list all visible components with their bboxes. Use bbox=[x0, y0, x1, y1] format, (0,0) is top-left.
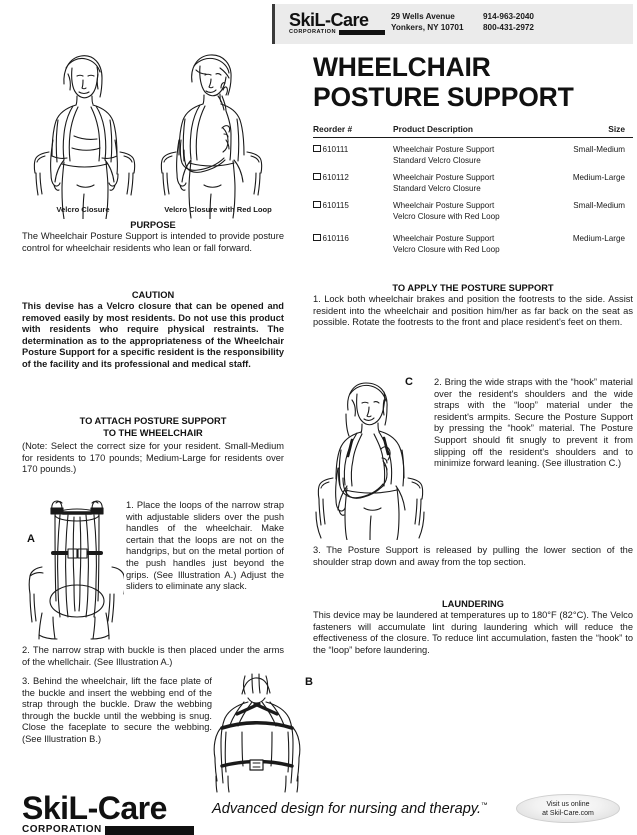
company-logo-name: SkiL-Care bbox=[289, 10, 369, 30]
figure-caption-velcro-closure: Velcro Closure bbox=[56, 205, 110, 214]
attach-heading-line-1: TO ATTACH POSTURE SUPPORT bbox=[79, 416, 227, 426]
product-description-line-1: Wheelchair Posture Support bbox=[393, 234, 495, 243]
company-phone-numbers bbox=[483, 12, 534, 33]
attach-step-3: 3. Behind the wheelchair, lift the face plate of the buckle and insert the webbing end of the strap through the buckle. Draw the webbing through the buckle until the webbing is snug. Close the faceplate to secure the webbing. (See Illustration B.) bbox=[22, 676, 212, 744]
reorder-number: 610116 bbox=[322, 234, 349, 243]
column-header-reorder: Reorder # bbox=[313, 124, 393, 138]
attach-step-2: 2. The narrow strap with buckle is then placed under the arms of the whellchair. (See Illustration A.) bbox=[22, 645, 284, 667]
section-apply-posture-support bbox=[313, 282, 633, 329]
illustration-label-b: B bbox=[305, 676, 313, 688]
illustration-label-a: A bbox=[27, 533, 35, 545]
column-header-size: Size bbox=[558, 124, 633, 138]
product-table bbox=[313, 124, 633, 255]
product-size: Medium-Large bbox=[572, 173, 625, 182]
checkbox-reorder[interactable] bbox=[313, 173, 321, 181]
caution-text: This devise has a Velcro closure that can be opened and removed easily by most residents. Do not use this product with residents who require physical restraints. The determination as to the appropriateness of the Wheelchair Posture Support for a specific resident is the responsibility of the facility and its professional and medical staff. bbox=[22, 301, 284, 369]
address-line-1: 29 Wells Avenue bbox=[391, 12, 455, 21]
section-laundering bbox=[313, 598, 633, 656]
company-logo-footer bbox=[22, 792, 194, 835]
checkbox-reorder[interactable] bbox=[313, 201, 321, 209]
product-description-line-1: Wheelchair Posture Support bbox=[393, 173, 495, 182]
reorder-number: 610115 bbox=[322, 201, 349, 210]
figure-caption-velcro-closure-red-loop: Velcro Closure with Red Loop bbox=[164, 205, 272, 214]
column-header-description: Product Description bbox=[393, 124, 558, 138]
company-logo-header bbox=[289, 11, 385, 36]
page-title-line-1: WHEELCHAIR bbox=[313, 52, 491, 82]
footer-tagline-text: Advanced design for nursing and therapy. bbox=[212, 801, 482, 817]
header-banner bbox=[272, 4, 633, 44]
reorder-number: 610111 bbox=[322, 145, 349, 154]
table-row bbox=[313, 222, 633, 255]
badge-line-2: at Skil-Care.com bbox=[542, 809, 594, 817]
illustration-label-c: C bbox=[405, 376, 413, 388]
phone-line-1: 914-963-2040 bbox=[483, 12, 534, 21]
table-row bbox=[313, 138, 633, 167]
figure-person-left bbox=[34, 56, 134, 219]
illustration-b-buckle-detail bbox=[212, 672, 302, 794]
table-header-row bbox=[313, 124, 633, 138]
purpose-text: The Wheelchair Posture Support is intended to provide posture control for wheelchair residents who lean or fall forward. bbox=[22, 231, 284, 253]
product-size: Small-Medium bbox=[573, 201, 625, 210]
checkbox-reorder[interactable] bbox=[313, 145, 321, 153]
company-logo-name: SkiL-Care bbox=[22, 790, 167, 826]
caution-heading: CAUTION bbox=[131, 290, 175, 300]
laundering-heading: LAUNDERING bbox=[442, 599, 504, 609]
product-size: Medium-Large bbox=[572, 234, 625, 243]
footer bbox=[0, 788, 637, 834]
company-logo-corporation: CORPORATION bbox=[289, 29, 337, 35]
section-caution bbox=[22, 289, 284, 371]
product-size: Small-Medium bbox=[573, 145, 625, 154]
product-description-line-2: Standard Velcro Closure bbox=[393, 156, 481, 165]
figure-person-right bbox=[161, 55, 261, 219]
footer-tagline bbox=[212, 801, 488, 817]
product-description-line-2: Velcro Closure with Red Loop bbox=[393, 212, 500, 221]
purpose-heading: PURPOSE bbox=[130, 220, 176, 230]
page-title-line-2: POSTURE SUPPORT bbox=[313, 82, 574, 112]
logo-bar bbox=[339, 30, 385, 35]
product-description-line-1: Wheelchair Posture Support bbox=[393, 201, 495, 210]
product-description-line-2: Velcro Closure with Red Loop bbox=[393, 245, 500, 254]
illustration-a-wheelchair-back bbox=[20, 495, 124, 643]
company-address bbox=[391, 12, 464, 33]
laundering-text: This device may be laundered at temperatures up to 180°F (82°C). The Velco fasteners will accumulate lint during laundering which will reduce the effectiveness of the closure. To reduce lint accumulation, fasten the “hook” to the “loop” before laundering. bbox=[313, 610, 633, 655]
table-row bbox=[313, 166, 633, 194]
product-description-line-2: Standard Velcro Closure bbox=[393, 184, 481, 193]
illustration-c-securing-strap bbox=[312, 372, 428, 540]
apply-heading: TO APPLY THE POSTURE SUPPORT bbox=[392, 283, 554, 293]
apply-step-2: 2. Bring the wide straps with the “hook” material over the resident's shoulders and the wide straps with the “loop” material under the resident's armpits. Secure the Posture Support by pressing the “hook” material. The Posture Support should fit snugly to prevent it from slipping off the resident's shoulders and to minimize forward leaning. (See illustration C.) bbox=[434, 377, 633, 469]
checkbox-reorder[interactable] bbox=[313, 234, 321, 242]
product-description-line-1: Wheelchair Posture Support bbox=[393, 145, 495, 154]
badge-line-1: Visit us online bbox=[546, 800, 590, 808]
logo-bar bbox=[105, 826, 194, 835]
address-line-2: Yonkers, NY 10701 bbox=[391, 22, 464, 32]
attach-note: (Note: Select the correct size for your resident. Small-Medium for residents to 170 pounds; Medium-Large for residents over 170 pounds.) bbox=[22, 441, 284, 475]
apply-step-1: 1. Lock both wheelchair brakes and position the footrests to the side. Assist resident into the wheelchair and position him/her as far back on the seat as possible. Rotate the footrests to the front and place resident's feet on them. bbox=[313, 294, 633, 328]
attach-heading-line-2: TO THE WHEELCHAIR bbox=[103, 428, 203, 438]
company-logo-corporation: CORPORATION bbox=[22, 824, 102, 835]
visit-us-online-badge[interactable] bbox=[516, 794, 620, 823]
reorder-number: 610112 bbox=[322, 173, 349, 182]
table-row bbox=[313, 194, 633, 222]
page-title bbox=[313, 52, 633, 112]
phone-line-2: 800-431-2972 bbox=[483, 22, 534, 32]
attach-step-1: 1. Place the loops of the narrow strap with adjustable sliders over the push handles of the wheelchair. Make certain that the loops are not on the handgrips, but on the metal portion of the push handles just beyond the grips. (See Illustration A.) Adjust the sliders to eliminate any slack. bbox=[126, 500, 284, 592]
section-attach-posture-support bbox=[22, 415, 284, 476]
section-purpose bbox=[22, 219, 284, 254]
apply-step-3: 3. The Posture Support is released by pulling the lower section of the shoulder strap down and away from the top section. bbox=[313, 545, 633, 567]
figure-velcro-closures bbox=[22, 44, 280, 219]
trademark-symbol: ™ bbox=[481, 802, 488, 810]
